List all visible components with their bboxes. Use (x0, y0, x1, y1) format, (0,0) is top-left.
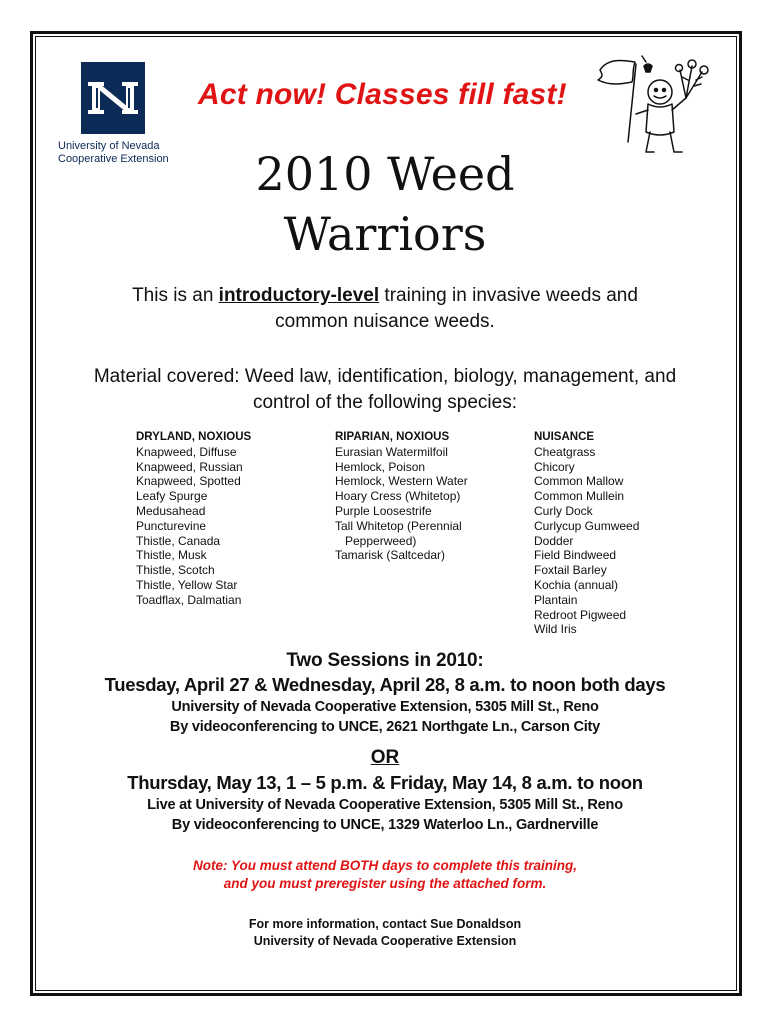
list-item: Toadflax, Dalmatian (136, 592, 242, 607)
material-line2: control of the following species: (252, 392, 518, 413)
list-item: Pepperweed) (345, 533, 417, 548)
list-item: Thistle, Scotch (136, 563, 215, 578)
list-item: Field Bindweed (534, 548, 617, 563)
session1-location2: By videoconferencing to UNCE, 2621 Northgate Ln., Carson City (169, 719, 601, 735)
title-line2: Warriors (283, 207, 487, 261)
list-item: Wild Iris (534, 622, 577, 637)
contact-info (170, 916, 600, 950)
sessions-section (50, 649, 720, 835)
page-title (160, 144, 610, 264)
column-riparian-noxious (335, 430, 515, 563)
column-header: RIPARIAN, NOXIOUS (335, 431, 450, 443)
logo-text-line2: Cooperative Extension (58, 153, 169, 165)
contact-line1: For more information, contact Sue Donaldson (248, 917, 522, 931)
list-item: Knapweed, Russian (136, 459, 243, 474)
list-item: Plantain (534, 592, 578, 607)
nevada-n-logo-icon (81, 62, 145, 134)
list-item: Hoary Cress (Whitetop) (335, 489, 461, 504)
list-item: Hemlock, Western Water (335, 474, 468, 489)
list-item: Common Mullein (534, 489, 625, 504)
session2-dates: Thursday, May 13, 1 – 5 p.m. & Friday, May 14, 8 a.m. to noon (127, 772, 643, 793)
material-line1: Material covered: Weed law, identification, biology, management, and (93, 366, 677, 387)
list-item: Thistle, Canada (136, 533, 221, 548)
session1-dates: Tuesday, April 27 & Wednesday, April 28, 8 a.m. to noon both days (104, 674, 666, 695)
list-item: Puncturevine (136, 518, 207, 533)
column-header: NUISANCE (534, 431, 595, 443)
or-divider: OR (370, 747, 400, 768)
list-item: Knapweed, Diffuse (136, 444, 237, 459)
sessions-heading: Two Sessions in 2010: (286, 650, 484, 671)
list-item: Eurasian Watermilfoil (335, 444, 448, 459)
headline: Act now! Classes fill fast! (198, 78, 567, 111)
list-item: Tall Whitetop (Perennial (335, 518, 462, 533)
column-nuisance (534, 430, 684, 637)
column-header: DRYLAND, NOXIOUS (136, 431, 252, 443)
session1-location1: University of Nevada Cooperative Extension, 5305 Mill St., Reno (171, 699, 599, 715)
intro-line2: common nuisance weeds. (275, 311, 495, 332)
list-item: Thistle, Musk (136, 548, 207, 563)
list-item: Dodder (534, 533, 574, 548)
note-line2: and you must preregister using the attached form. (223, 876, 547, 891)
list-item: Tamarisk (Saltcedar) (335, 548, 446, 563)
material-covered (70, 364, 700, 416)
list-item: Knapweed, Spotted (136, 474, 241, 489)
list-item: Kochia (annual) (534, 577, 619, 592)
intro-emphasis: introductory-level (218, 285, 380, 306)
attendance-note (120, 857, 650, 893)
contact-line2: University of Nevada Cooperative Extension (253, 934, 517, 948)
list-item: Thistle, Yellow Star (136, 577, 238, 592)
list-item: Redroot Pigweed (534, 607, 627, 622)
list-item: Medusahead (136, 503, 206, 518)
session2-location1: Live at University of Nevada Cooperative Extension, 5305 Mill St., Reno (147, 797, 623, 813)
list-item: Cheatgrass (534, 444, 596, 459)
note-line1: Note: You must attend BOTH days to complete this training, (192, 858, 578, 873)
list-item: Purple Loosestrife (335, 503, 432, 518)
intro-suffix: training in invasive weeds and (379, 285, 638, 306)
intro-paragraph (80, 283, 690, 335)
list-item: Curly Dock (534, 503, 593, 518)
logo-text-line1: University of Nevada (58, 140, 160, 152)
intro-prefix: This is an (132, 285, 219, 306)
column-dryland-noxious (136, 430, 316, 608)
list-item: Leafy Spurge (136, 489, 208, 504)
list-item: Hemlock, Poison (335, 459, 426, 474)
list-item: Common Mallow (534, 474, 624, 489)
list-item: Curlycup Gumweed (534, 518, 640, 533)
title-line1: 2010 Weed (255, 147, 515, 201)
session2-location2: By videoconferencing to UNCE, 1329 Waterloo Ln., Gardnerville (171, 817, 599, 833)
list-item: Foxtail Barley (534, 563, 607, 578)
list-item: Chicory (534, 459, 575, 474)
